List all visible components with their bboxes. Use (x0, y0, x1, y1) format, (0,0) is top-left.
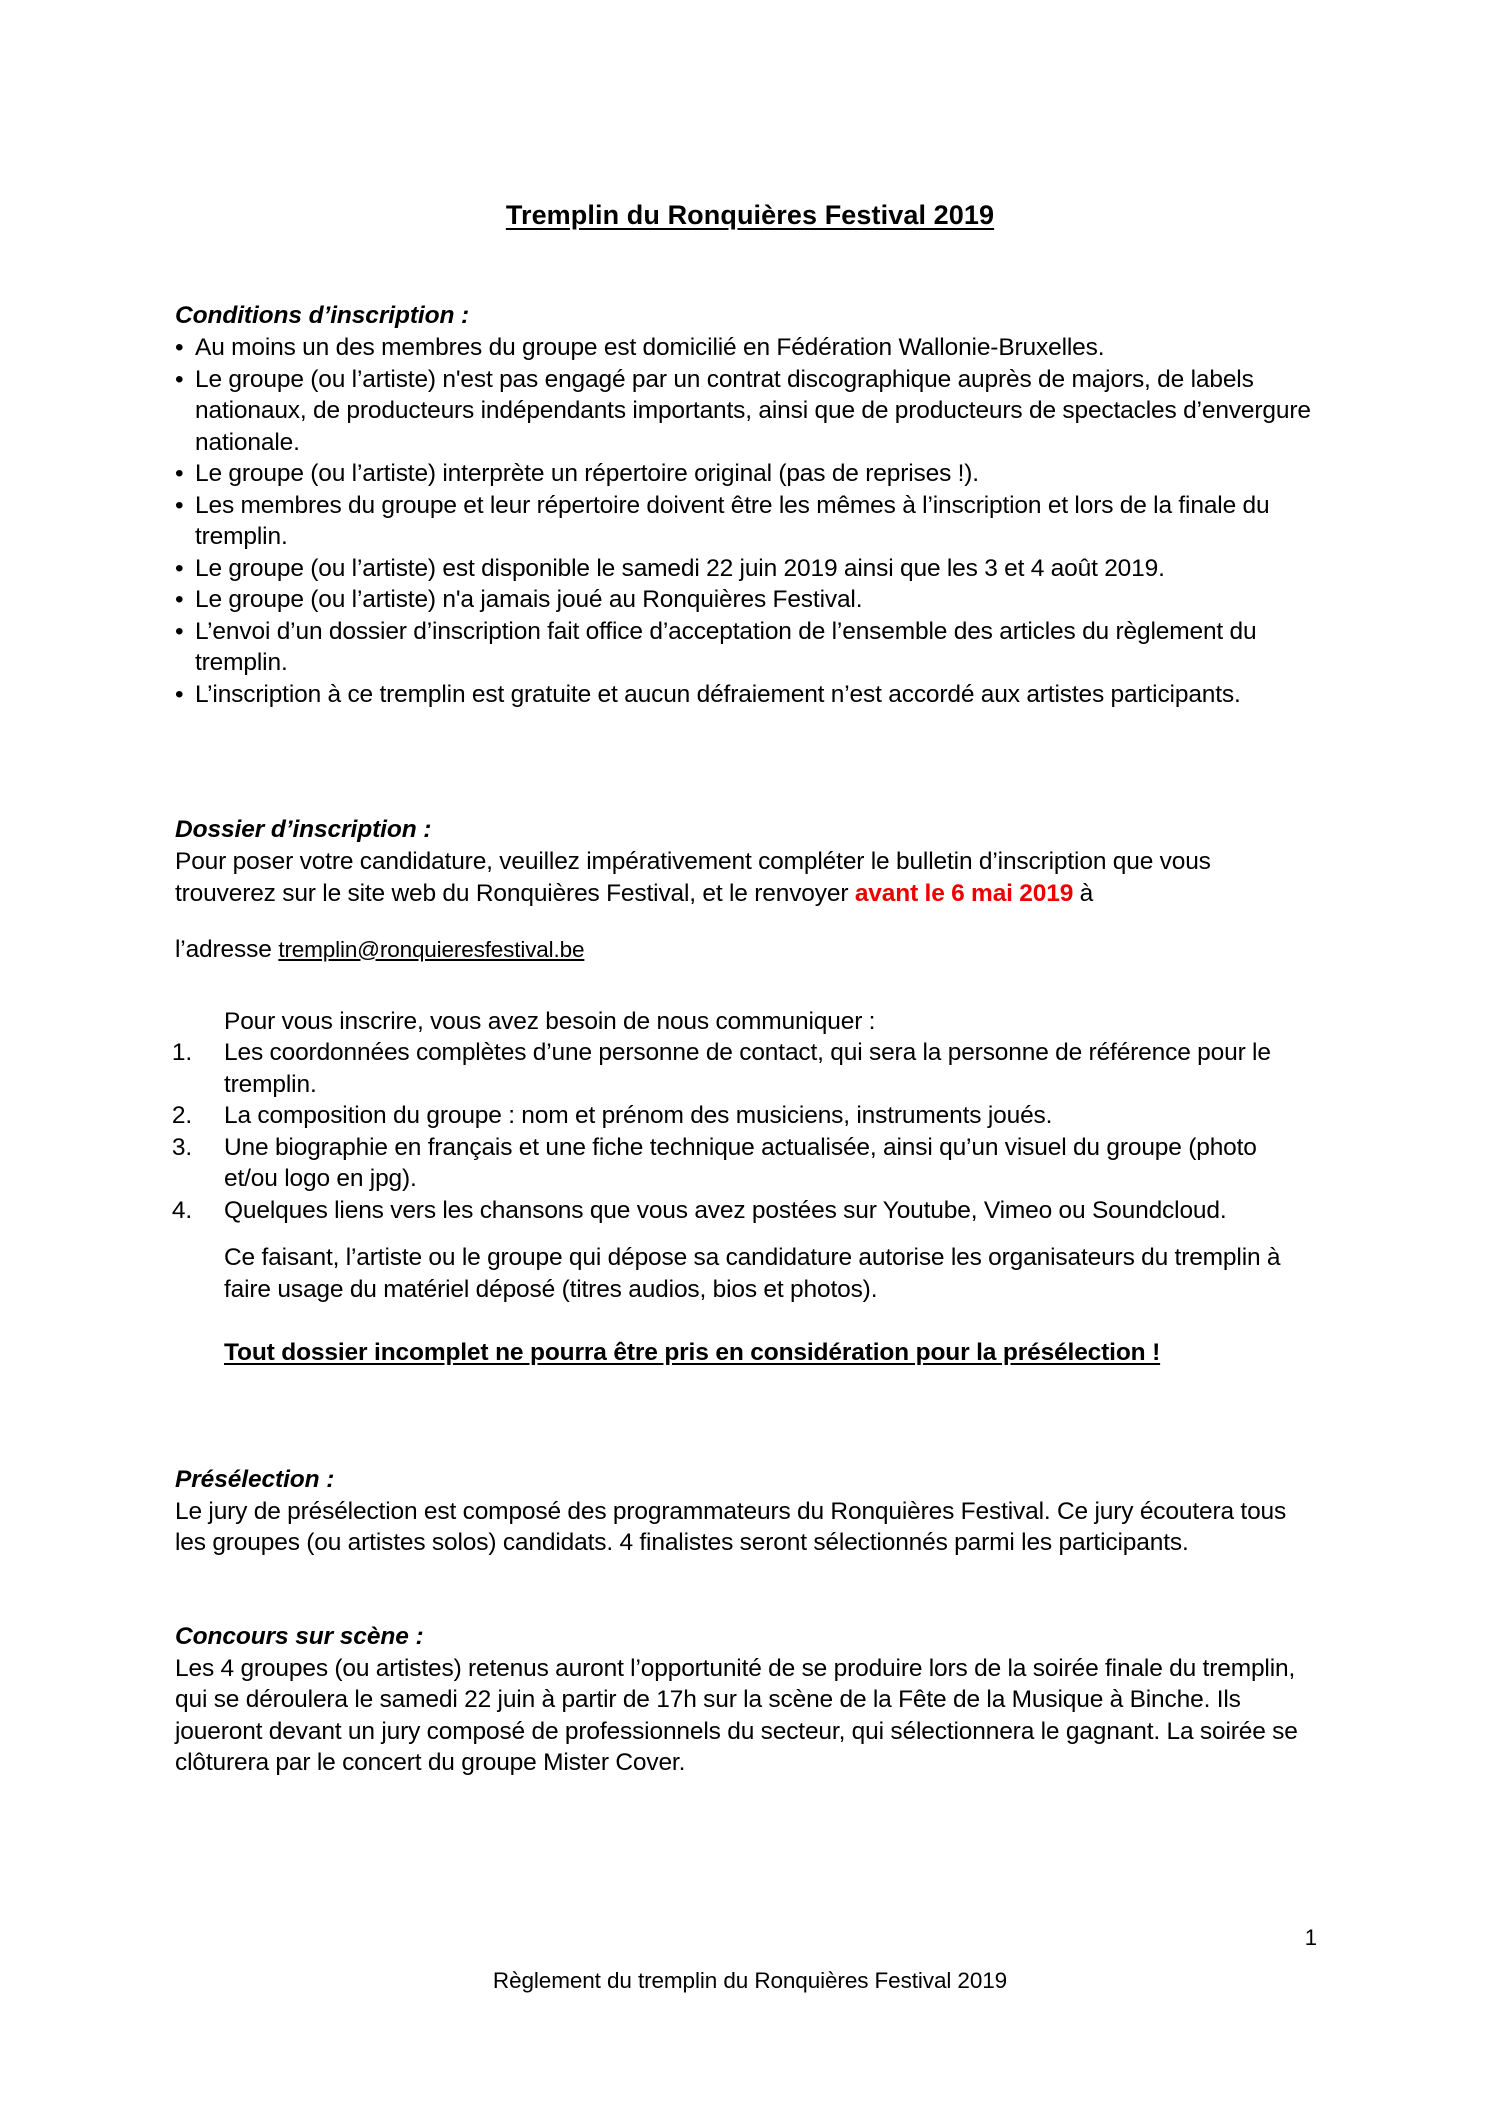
list-item-text: Les coordonnées complètes d’une personne de contact, qui sera la personne de référence pour le tremplin. (224, 1039, 1271, 1098)
list-item: • Le groupe (ou l’artiste) n'est pas engagé par un contrat discographique auprès de majors, de labels nationaux, de producteurs indépendants importants, ainsi que de producteurs de spectacles d’envergure nationale. (175, 364, 1315, 459)
footer-text: Règlement du tremplin du Ronquières Festival 2019 (492, 1968, 1008, 1993)
section-concours (175, 1621, 1315, 1779)
dossier-numbered-list (171, 1037, 1315, 1226)
concours-text: Les 4 groupes (ou artistes) retenus auront l’opportunité de se produire lors de la soirée finale du tremplin, qui se déroulera le samedi 22 juin à partir de 17h sur la scène de la Fête de la Musique à Binche. Ils joueront devant un jury composé de professionnels du secteur, qui sélectionnera le gagnant. La soirée se clôturera par le concert du groupe Mister Cover. (175, 1654, 1298, 1776)
document-body (171, 300, 1315, 1779)
spacer (175, 1559, 1315, 1621)
list-item (171, 1132, 1315, 1195)
address-label: l’adresse (175, 935, 279, 963)
list-item-number: 3. (171, 1133, 192, 1161)
page-title-text: Tremplin du Ronquières Festival 2019 (505, 200, 995, 231)
spacer (175, 710, 1315, 814)
list-item (171, 1100, 1315, 1132)
list-item-text: Une biographie en français et une fiche technique actualisée, ainsi qu’un visuel du groupe (photo et/ou logo en jpg). (224, 1133, 1257, 1192)
list-item (171, 1195, 1315, 1227)
list-item: • Le groupe (ou l’artiste) n'a jamais joué au Ronquières Festival. (175, 584, 1315, 616)
list-item-number: 1. (171, 1039, 192, 1066)
dossier-authorization: Ce faisant, l’artiste ou le groupe qui dépose sa candidature autorise les organisateurs du tremplin à faire usage du matériel déposé (titres audios, bios et photos). (224, 1244, 1281, 1303)
list-item: • Le groupe (ou l’artiste) est disponible le samedi 22 juin 2019 ainsi que les 3 et 4 août 2019. (175, 553, 1315, 585)
section-preselection (175, 1464, 1315, 1559)
page-number: 1 (1304, 1925, 1317, 1950)
list-item: • L’inscription à ce tremplin est gratuite et aucun défraiement n’est accordé aux artistes participants. (175, 679, 1315, 711)
list-item (171, 1037, 1315, 1100)
preselection-heading: Présélection : (175, 1465, 335, 1493)
list-item-text: La composition du groupe : nom et prénom des musiciens, instruments joués. (224, 1102, 1053, 1129)
spacer (175, 1369, 1315, 1464)
dossier-list-intro: Pour vous inscrire, vous avez besoin de nous communiquer : (224, 1007, 876, 1035)
dossier-address-line (175, 934, 1315, 966)
spacer (175, 990, 1315, 1006)
conditions-list (175, 332, 1315, 710)
section-dossier (171, 814, 1315, 1369)
preselection-text: Le jury de présélection est composé des programmateurs du Ronquières Festival. Ce jury écoutera tous les groupes (ou artistes solos) candidats. 4 finalistes seront sélectionnés parmi les participants. (175, 1497, 1287, 1556)
list-item-text: Quelques liens vers les chansons que vous avez postées sur Youtube, Vimeo ou Soundcloud. (224, 1196, 1227, 1224)
list-item-number: 2. (171, 1102, 192, 1129)
page-title (0, 200, 1500, 231)
contact-email-link[interactable]: tremplin@ronquieresfestival.be (278, 936, 585, 962)
list-item: • L’envoi d’un dossier d’inscription fait office d’acceptation de l’ensemble des articles du règlement du tremplin. (175, 616, 1315, 679)
deadline-highlight: avant le 6 mai 2019 (854, 879, 1074, 907)
list-item: • Les membres du groupe et leur répertoire doivent être les mêmes à l’inscription et lors de la finale du tremplin. (175, 490, 1315, 553)
conditions-heading: Conditions d’inscription : (175, 302, 470, 329)
spacer (175, 1226, 1315, 1242)
spacer (175, 1305, 1315, 1337)
incomplete-dossier-warning: Tout dossier incomplet ne pourra être pris en considération pour la présélection ! (224, 1339, 1161, 1366)
dossier-intro-tail: à (1073, 879, 1094, 907)
section-conditions (175, 300, 1315, 710)
list-item: • Au moins un des membres du groupe est domicilié en Fédération Wallonie-Bruxelles. (175, 332, 1315, 364)
list-item: • Le groupe (ou l’artiste) interprète un répertoire original (pas de reprises !). (175, 458, 1315, 490)
dossier-intro-text: Pour poser votre candidature, veuillez impérativement compléter le bulletin d’inscription que vous trouverez sur le site web du Ronquières Festival, et le renvoyer (175, 848, 1211, 907)
dossier-intro (175, 846, 1315, 909)
dossier-heading: Dossier d’inscription : (175, 816, 432, 843)
list-item-number: 4. (171, 1196, 192, 1224)
concours-heading: Concours sur scène : (175, 1622, 424, 1650)
